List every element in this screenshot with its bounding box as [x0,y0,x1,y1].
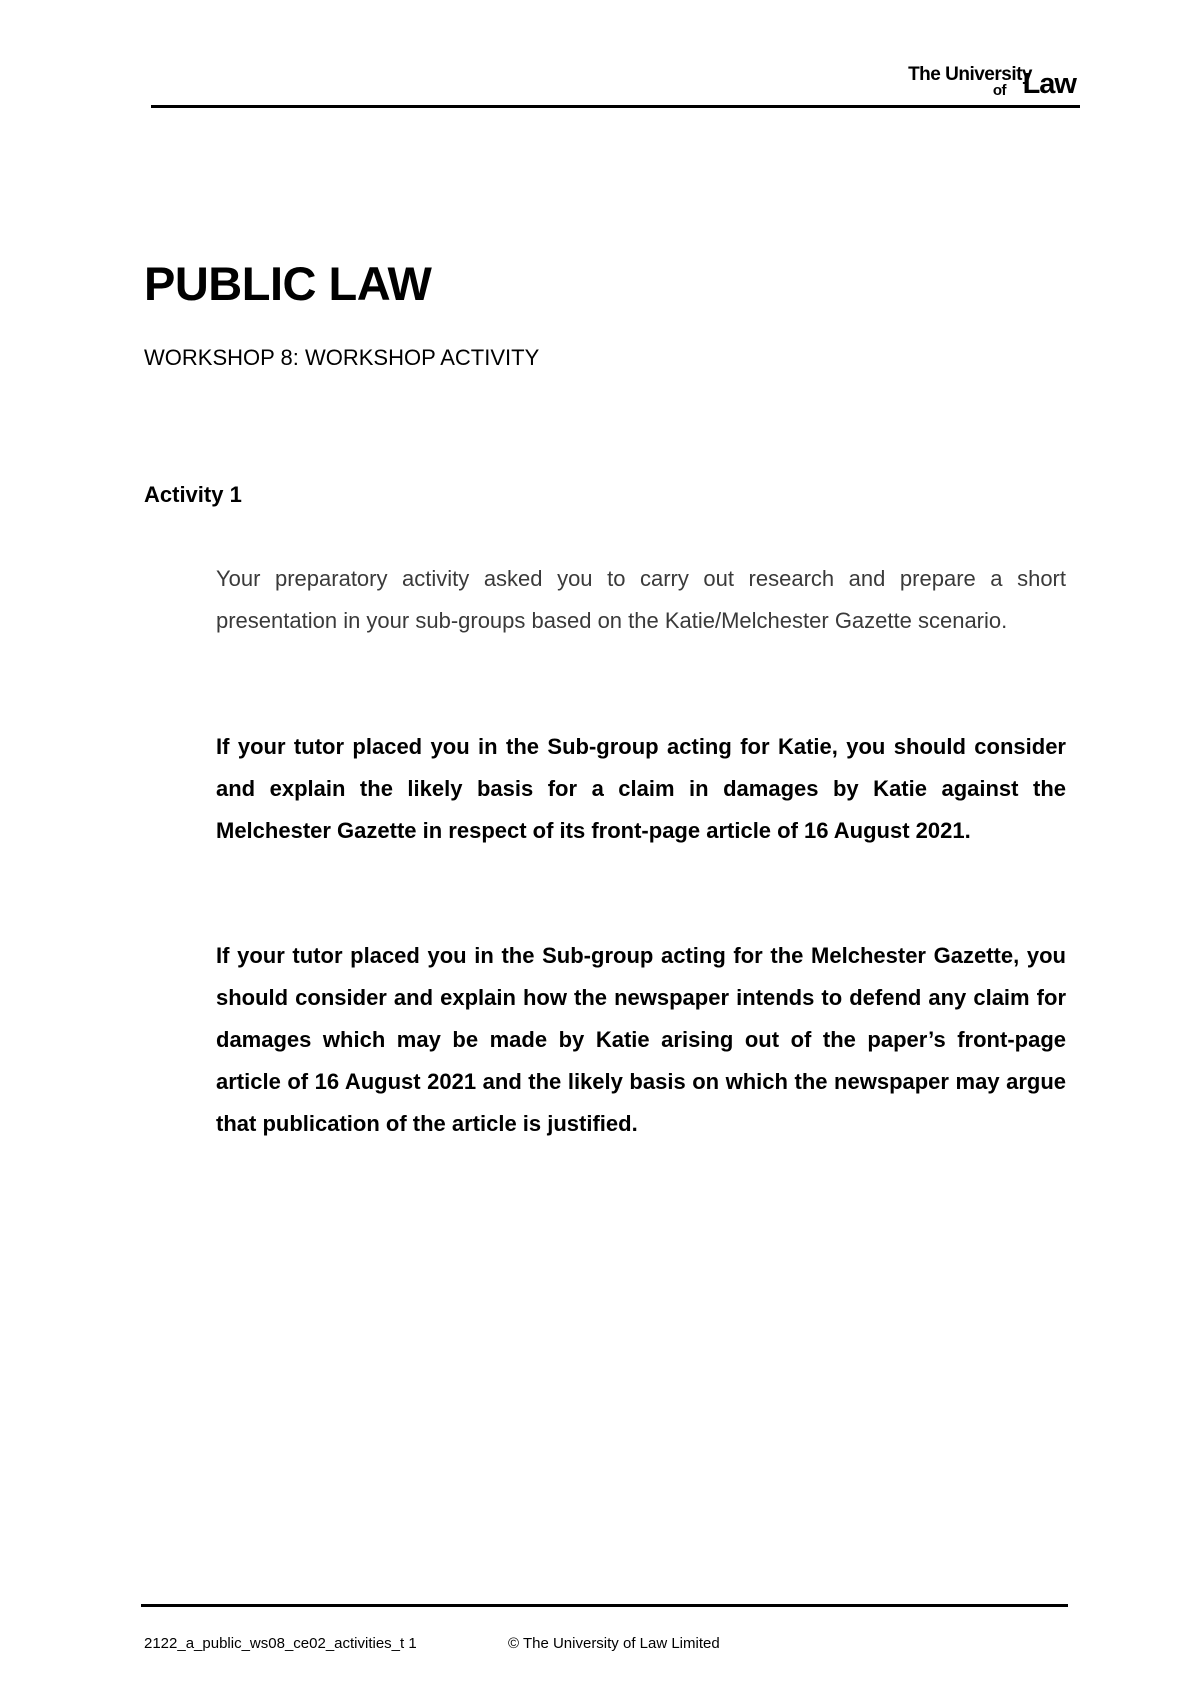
document-title: PUBLIC LAW [144,257,432,310]
document-subtitle: WORKSHOP 8: WORKSHOP ACTIVITY [144,345,540,370]
activity-heading: Activity 1 [144,482,242,507]
footer-rule [141,1604,1068,1607]
logo-text-law: Law [1022,68,1076,100]
logo-text-of: of [992,82,1006,99]
gazette-subgroup-paragraph: If your tutor placed you in the Sub-group acting for the Melchester Gazette, you should consider and explain how the newspaper intends to defend any claim for damages which may be made by Katie arising out of the paper’s front-page article of 16 August 2021 and the likely basis on which the newspaper may argue that publication of the article is justified. [216,943,1066,1136]
university-of-law-logo [866,64,1076,104]
header-rule [151,105,1080,108]
intro-paragraph: Your preparatory activity asked you to carry out research and prepare a short presentation in your sub-groups based on the Katie/Melchester Gazette scenario. [216,566,1066,633]
footer-copyright: © The University of Law Limited [508,1635,720,1652]
logo-text-the-university: The University [908,64,1032,85]
katie-subgroup-paragraph: If your tutor placed you in the Sub-group acting for Katie, you should consider and explain the likely basis for a claim in damages by Katie against the Melchester Gazette in respect of its front-page article of 16 August 2021. [216,734,1066,843]
footer-reference: 2122_a_public_ws08_ce02_activities_t 1 [144,1635,417,1652]
